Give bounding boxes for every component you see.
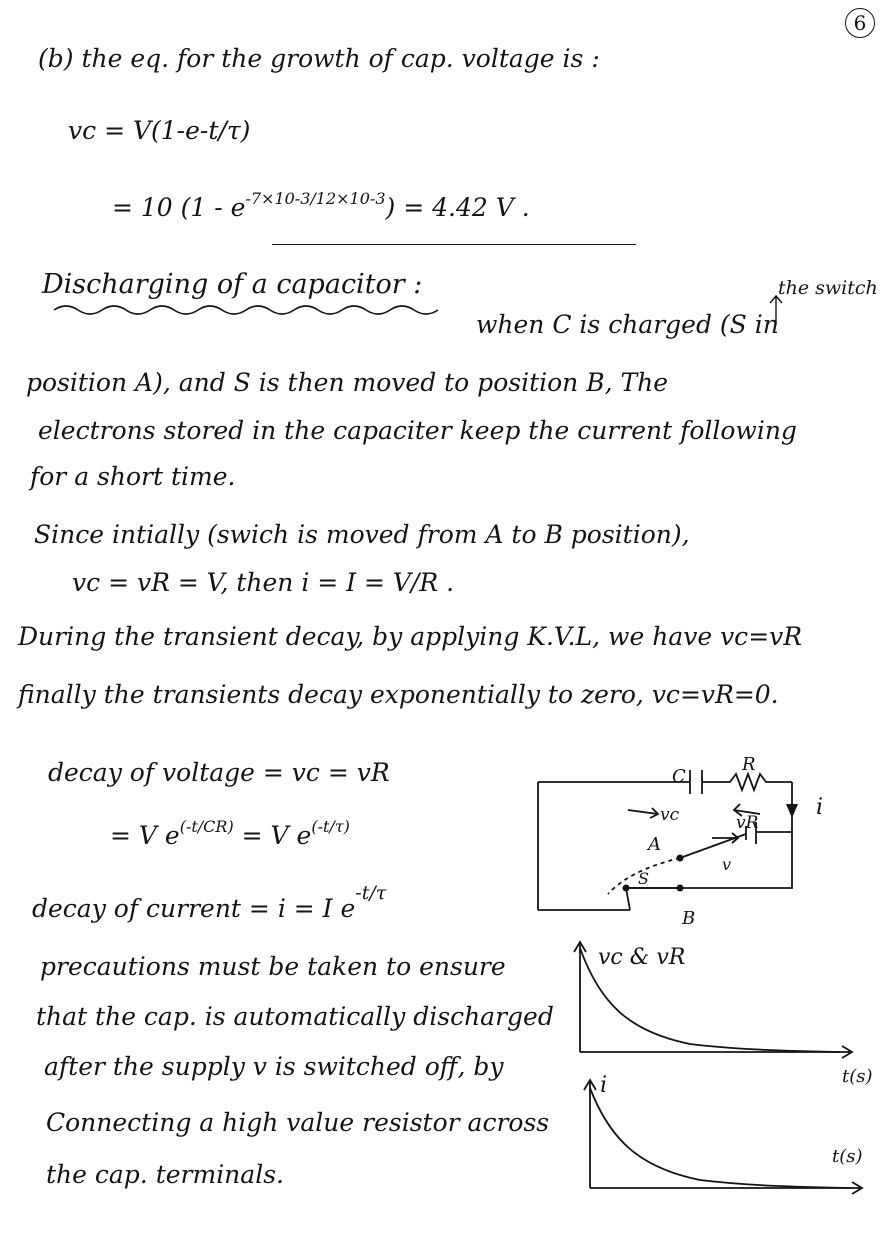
capacitor-plates xyxy=(690,770,702,794)
decay-voltage-exponent2: (-t/τ) xyxy=(311,817,350,836)
current-graph-xlabel: t(s) xyxy=(832,1146,863,1167)
label-vr: vR xyxy=(736,813,759,833)
page-number: 6 xyxy=(845,8,875,38)
voltage-graph-xlabel: t(s) xyxy=(842,1066,873,1087)
paragraph1-line1: when C is charged (S in xyxy=(476,310,779,339)
voltage-decay-graph xyxy=(560,934,885,1087)
label-s: S xyxy=(638,869,649,888)
label-r: R xyxy=(742,754,756,775)
heading-line: (b) the eq. for the growth of cap. voltage is : xyxy=(38,44,600,73)
label-b: B xyxy=(682,908,696,929)
paragraph2-line1: Since intially (swich is moved from A to B position), xyxy=(34,520,690,549)
label-vc: vc xyxy=(660,805,680,825)
node-b xyxy=(623,885,630,892)
equation-substitution xyxy=(112,184,530,223)
section-divider xyxy=(272,244,636,245)
paragraph1-line2: position A), and S is then moved to position B, The xyxy=(26,368,669,397)
arrow-vc xyxy=(628,808,658,818)
equation-growth: vc = V(1-e-t/τ) xyxy=(68,116,251,145)
precaution-line4: Connecting a high value resistor across xyxy=(46,1108,550,1137)
equation-substitution-result: ) = 4.42 V . xyxy=(385,193,530,222)
decay-voltage-line2 xyxy=(110,812,350,851)
node-a xyxy=(677,855,684,862)
label-a: A xyxy=(648,834,661,855)
decay-voltage-term1: = V e xyxy=(110,821,180,850)
label-v: v xyxy=(722,855,732,874)
current-decay-curve xyxy=(590,1088,850,1188)
section-title: Discharging of a capacitor : xyxy=(42,269,423,300)
rc-circuit-diagram xyxy=(530,754,850,930)
current-arrowhead xyxy=(786,804,798,818)
precaution-line1: precautions must be taken to ensure xyxy=(40,952,506,981)
node-b2 xyxy=(677,885,684,892)
precaution-line3: after the supply v is switched off, by xyxy=(44,1052,504,1081)
decay-voltage-exponent1: (-t/CR) xyxy=(179,817,234,836)
decay-current-base: decay of current = i = I e xyxy=(32,894,356,923)
paragraph3-line2: finally the transients decay exponentially to zero, vc=vR=0. xyxy=(18,680,779,709)
equation-substitution-exponent: -7×10-3/12×10-3 xyxy=(245,189,386,208)
label-c: C xyxy=(672,766,686,787)
switch-annotation: the switch xyxy=(778,277,878,299)
decay-voltage-term2: = V e xyxy=(233,821,312,850)
decay-current-exponent: -t/τ xyxy=(355,882,387,904)
paragraph1-line4: for a short time. xyxy=(30,462,236,491)
current-decay-graph xyxy=(560,1070,885,1210)
resistor-zigzag xyxy=(702,774,792,790)
paragraph2-line2: vc = vR = V, then i = I = V/R . xyxy=(72,568,455,597)
label-i: i xyxy=(816,795,824,820)
decay-voltage-line1: decay of voltage = vc = vR xyxy=(48,758,390,787)
title-wavy-underline xyxy=(54,300,444,320)
decay-current-line xyxy=(32,878,386,924)
current-graph-ylabel: i xyxy=(600,1073,608,1098)
precaution-line5: the cap. terminals. xyxy=(46,1160,284,1189)
bottom-right-wire xyxy=(626,878,792,888)
precaution-line2: that the cap. is automatically discharged xyxy=(36,1002,554,1031)
voltage-graph-ylabel: vc & vR xyxy=(598,945,686,970)
equation-substitution-base: = 10 (1 - e xyxy=(112,193,246,222)
paragraph3-line1: During the transient decay, by applying K.V.L, we have vc=vR xyxy=(18,622,803,651)
paragraph1-line3: electrons stored in the capaciter keep the current following xyxy=(38,416,797,445)
